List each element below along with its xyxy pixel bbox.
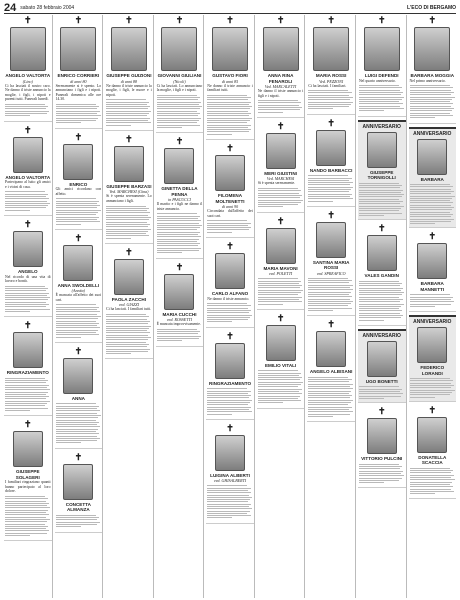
death-notice <box>55 452 103 533</box>
portrait-photo <box>316 331 346 367</box>
cross-icon: ✝ <box>226 241 234 251</box>
portrait-photo <box>164 148 194 184</box>
notice-body-lines <box>359 85 405 111</box>
newspaper-name: L'ECO DI BERGAMO <box>407 4 456 11</box>
cross-icon: ✝ <box>327 209 335 220</box>
notice-body-lines <box>410 85 456 118</box>
deceased-name: GIUSEPPE SOLAGERI <box>15 469 40 480</box>
cross-icon: ✝ <box>226 143 234 154</box>
deceased-name: GUSTAVO FIORI <box>212 73 248 78</box>
anniversary-heading: ANNIVERSARIO <box>362 332 401 339</box>
death-notice <box>4 419 52 541</box>
notice-body-lines <box>258 370 304 403</box>
deceased-name: GINETTA DELLA PENNA <box>161 186 198 197</box>
cross-icon: ✝ <box>74 232 83 243</box>
portrait-photo <box>13 231 43 267</box>
notice-text: È mancata improvvisamente. <box>156 322 201 327</box>
notice-body-lines <box>308 175 354 201</box>
notice-text: Gli amici ricordano con affetto. <box>55 187 102 196</box>
notice-text: Nel primo anniversario. <box>409 78 446 83</box>
notice-text: Ne danno il triste annuncio la moglie, i figli, le nuore e i nipoti. <box>106 83 152 97</box>
deceased-subtitle: di anni 88 <box>120 78 138 84</box>
deceased-name: UGO BONETTI <box>365 378 398 384</box>
notice-body-lines <box>56 198 102 224</box>
deceased-subtitle: ved. GIAZZI <box>118 302 139 308</box>
notice-body-lines <box>157 329 203 341</box>
deceased-subtitle: (Lino) <box>22 78 33 84</box>
cross-icon: ✝ <box>377 15 386 25</box>
notice-body-lines <box>308 377 354 417</box>
portrait-photo <box>266 228 296 264</box>
death-notice <box>307 210 355 316</box>
notice-text: Il marito e i figli ne danno il triste annuncio. <box>156 202 203 211</box>
cross-icon: ✝ <box>74 345 83 356</box>
deceased-name: PAOLA ZACCHI <box>111 296 146 302</box>
cross-icon: ✝ <box>24 219 32 230</box>
notice-body-lines <box>410 468 456 494</box>
notice-body-lines <box>258 188 304 207</box>
cross-icon: ✝ <box>428 231 437 242</box>
notice-body-lines <box>207 220 253 232</box>
deceased-name: SANTINA MARIA ROSSI <box>312 259 350 271</box>
portrait-photo <box>212 27 248 71</box>
death-notice <box>156 15 204 133</box>
deceased-subtitle: Ved. PEZZONI <box>319 78 344 84</box>
death-notice <box>55 15 103 129</box>
portrait-photo <box>215 253 245 289</box>
deceased-name: LUIGI DEFENDI <box>364 73 399 78</box>
page-date: sabato 28 febbraio 2004 <box>20 4 75 11</box>
cross-icon: ✝ <box>276 15 285 25</box>
cross-icon: ✝ <box>327 319 335 330</box>
deceased-name: MARIA CUCCHI <box>162 311 197 317</box>
notice-body-lines <box>207 303 253 322</box>
portrait-photo <box>164 274 194 310</box>
notice-body-lines <box>258 100 304 112</box>
deceased-subtitle: ved. POLETTI <box>268 271 293 277</box>
portrait-photo <box>313 27 349 71</box>
portrait-photo <box>414 27 450 71</box>
cross-icon: ✝ <box>125 246 133 257</box>
death-notice <box>358 15 406 117</box>
deceased-name: BARBARA MOGGIA <box>410 73 455 78</box>
deceased-subtitle: di anni 85 <box>221 78 239 84</box>
portrait-photo <box>417 243 447 279</box>
portrait-photo <box>215 435 245 471</box>
notice-body-lines <box>56 403 102 443</box>
notice-body-lines <box>106 206 152 239</box>
death-notice <box>206 331 254 420</box>
notice-text: Ne danno il triste annuncio i figli e i nipoti. <box>257 89 304 98</box>
deceased-name: GIOVANNI GIULIANI <box>157 73 202 78</box>
cross-icon: ✝ <box>428 15 437 25</box>
notice-body-lines <box>157 95 203 128</box>
death-notice <box>409 315 457 402</box>
notice-body-lines <box>359 183 405 216</box>
notice-text: Ne danno il triste annuncio. <box>207 296 250 301</box>
deceased-name: MARIA MAVONI <box>263 265 298 271</box>
notice-body-lines <box>359 386 405 398</box>
deceased-subtitle: Ved. MARCHESI (Gina) <box>109 189 149 195</box>
notice-column <box>257 15 306 598</box>
deceased-name: MARIA ROSSI <box>315 73 347 78</box>
notice-body-lines <box>207 95 253 135</box>
cross-icon: ✝ <box>276 120 285 131</box>
portrait-photo <box>364 27 400 71</box>
cross-icon: ✝ <box>24 419 32 430</box>
deceased-name: ANGELO VALTORTA <box>5 174 51 180</box>
deceased-name: GIUSEPPE TORNIGOLLI <box>367 169 396 181</box>
cross-icon: ✝ <box>276 215 285 226</box>
cross-icon: ✝ <box>24 320 32 331</box>
notice-body-lines <box>207 388 253 414</box>
deceased-name: CARLO ALFANO <box>211 291 249 296</box>
deceased-subtitle: (Annita) <box>71 288 86 294</box>
notice-body-lines <box>56 104 102 123</box>
notice-body-lines <box>106 99 152 125</box>
notice-text: Partecipano al lutto gli amici e i vicini di casa. <box>5 180 51 189</box>
anniversary-heading: ANNIVERSARIO <box>413 319 452 326</box>
deceased-subtitle: di anni 90 <box>221 204 239 210</box>
anniversary-heading: ANNIVERSARIO <box>413 130 452 137</box>
notice-column <box>4 15 53 598</box>
deceased-subtitle: ved. GHISALBERTI <box>213 478 247 484</box>
deceased-name: BARBARA MANNETTI <box>420 281 445 292</box>
portrait-photo <box>316 130 346 166</box>
notice-text: Ne danno il triste annuncio i familiari tutti. <box>207 83 253 93</box>
death-notice <box>4 219 52 317</box>
deceased-name: RINGRAZIAMENTO <box>6 370 49 376</box>
deceased-name: CONCETTA ALMANZA <box>65 501 91 513</box>
notice-column <box>206 15 255 598</box>
portrait-photo <box>417 417 447 453</box>
notice-text: Circondata dall'affetto dei suoi cari. <box>207 209 253 218</box>
deceased-name: VITTORIO PULCINI <box>361 456 403 462</box>
cross-icon: ✝ <box>74 451 83 462</box>
notice-column <box>358 15 407 598</box>
portrait-photo <box>10 27 46 71</box>
death-notice <box>358 223 406 326</box>
portrait-photo <box>114 259 144 295</box>
notice-body-lines <box>410 294 456 306</box>
notice-body-lines <box>106 314 152 354</box>
notice-body-lines <box>5 496 51 536</box>
portrait-photo <box>63 464 93 500</box>
portrait-photo <box>161 27 197 71</box>
death-notice <box>257 121 305 213</box>
death-notice <box>257 216 305 310</box>
notice-body-lines <box>359 464 405 483</box>
notice-columns <box>4 15 456 598</box>
notice-body-lines <box>5 104 51 116</box>
notice-text: Si è spenta serenamente. <box>257 181 296 186</box>
death-notice <box>206 15 254 140</box>
death-notice <box>105 247 153 359</box>
death-notice <box>307 15 355 115</box>
death-notice <box>257 15 305 118</box>
portrait-photo <box>367 132 397 168</box>
deceased-name: ANGELO <box>17 269 38 275</box>
notice-body-lines <box>207 485 253 518</box>
portrait-photo <box>266 133 296 169</box>
death-notice <box>307 319 355 422</box>
notice-column <box>105 15 154 598</box>
deceased-name: FEDERICO LORANDI <box>420 365 445 376</box>
portrait-photo <box>215 155 245 191</box>
deceased-name: ENRICO CORRIERI <box>57 73 100 78</box>
deceased-name: VALES GANDIN <box>364 273 399 279</box>
deceased-name: EMILIO VITALI <box>264 362 297 368</box>
death-notice <box>4 125 52 216</box>
death-notice <box>409 127 457 229</box>
notice-text: Ci ha lasciati. I familiari tutti. <box>106 307 152 312</box>
cross-icon: ✝ <box>175 15 184 25</box>
notice-body-lines <box>258 278 304 304</box>
deceased-name: MERI GIUSTINI <box>264 170 297 176</box>
notice-text: I familiari ringraziano quanti hanno partecipato al loro dolore. <box>5 480 51 494</box>
notice-body-lines <box>157 213 203 253</box>
deceased-subtitle: Ved. MARCHESI <box>266 176 295 182</box>
cross-icon: ✝ <box>175 261 184 272</box>
portrait-photo <box>63 144 93 180</box>
portrait-photo <box>266 325 296 361</box>
notice-body-lines <box>5 378 51 411</box>
cross-icon: ✝ <box>377 406 386 417</box>
deceased-name: ANNA <box>71 395 85 401</box>
deceased-subtitle: in PASCUCCI <box>168 197 191 203</box>
death-notice <box>55 132 103 230</box>
deceased-name: GIUSEPPE GUIZIONI <box>106 73 152 78</box>
death-notice <box>358 120 406 220</box>
notice-body-lines <box>410 184 456 224</box>
portrait-photo <box>111 27 147 71</box>
portrait-photo <box>316 222 346 258</box>
death-notice <box>156 262 204 347</box>
deceased-subtitle: ved. SPREAFICO <box>316 270 346 276</box>
cross-icon: ✝ <box>175 136 184 147</box>
notice-text: Ci ha lasciati. Lo annunciano la moglie, i figli e i nipoti. <box>156 83 203 93</box>
death-notice <box>307 118 355 207</box>
portrait-photo <box>60 27 96 71</box>
cross-icon: ✝ <box>327 15 335 25</box>
deceased-name: LUIGINA ALBERTI <box>210 472 250 478</box>
deceased-subtitle: di anni 80 <box>70 78 87 84</box>
portrait-photo <box>13 431 43 467</box>
cross-icon: ✝ <box>74 131 83 142</box>
portrait-photo <box>417 327 447 363</box>
death-notice <box>156 136 204 259</box>
deceased-subtitle: ved. ROSSETTI <box>166 317 193 323</box>
notice-column <box>307 15 356 598</box>
death-notice <box>257 313 305 409</box>
notice-column <box>409 15 457 598</box>
portrait-photo <box>63 358 93 394</box>
death-notice <box>105 15 153 131</box>
cross-icon: ✝ <box>24 124 32 135</box>
cross-icon: ✝ <box>276 312 285 323</box>
portrait-photo <box>367 418 397 454</box>
cross-icon: ✝ <box>226 15 234 25</box>
cross-icon: ✝ <box>377 223 386 234</box>
portrait-photo <box>13 332 43 368</box>
notice-text: È mancata all'affetto dei suoi cari. <box>55 293 102 302</box>
cross-icon: ✝ <box>125 133 133 144</box>
cross-icon: ✝ <box>327 117 335 128</box>
notice-text: Serenamente si è spento. Lo annunciano i figli e i nipoti. Funerali domenica alle ore 14.30. <box>55 83 102 102</box>
cross-icon: ✝ <box>125 15 133 25</box>
deceased-name: NANDO BARBACCI <box>309 167 353 173</box>
notice-body-lines <box>308 278 354 311</box>
deceased-name: ANNA SWOLDELLI <box>57 282 100 288</box>
death-notice <box>55 346 103 449</box>
deceased-name: FILOMENA MOLTENETTI <box>215 193 245 204</box>
page-number: 24 <box>4 1 17 14</box>
death-notice <box>358 329 406 403</box>
deceased-name: ANNA RINA FENAROLI <box>267 73 294 84</box>
cross-icon: ✝ <box>74 15 83 25</box>
deceased-name: RINGRAZIAMENTO <box>209 380 252 386</box>
portrait-photo <box>114 146 144 182</box>
deceased-subtitle: (Nicoli) <box>173 78 186 84</box>
notice-body-lines <box>56 304 102 337</box>
cross-icon: ✝ <box>24 15 32 25</box>
deceased-name: ANGELO ALBISANI <box>309 369 353 375</box>
deceased-name: ENRICO <box>69 181 88 187</box>
death-notice <box>358 406 406 488</box>
deceased-name: DONATELLA SCACCIA <box>418 454 447 466</box>
deceased-name: BARBARA <box>420 176 444 182</box>
death-notice <box>409 15 457 124</box>
death-notice <box>206 241 254 328</box>
portrait-photo <box>13 137 43 173</box>
notice-body-lines <box>410 378 456 397</box>
notice-text: Si è spenta serenamente. Lo annunciano i figli. <box>106 194 152 203</box>
portrait-photo <box>367 341 397 377</box>
deceased-subtitle: Ved. MARCALETTI <box>264 84 297 89</box>
death-notice <box>409 231 457 312</box>
portrait-photo <box>417 139 447 175</box>
page-header <box>4 2 456 14</box>
notice-text: Nel ricordo di una vita di lavoro e bontà. <box>5 274 51 284</box>
notice-body-lines <box>5 191 51 210</box>
portrait-photo <box>215 343 245 379</box>
cross-icon: ✝ <box>428 404 437 415</box>
anniversary-heading: ANNIVERSARIO <box>362 123 401 130</box>
death-notice <box>105 134 153 244</box>
portrait-photo <box>263 27 299 71</box>
notice-body-lines <box>308 90 354 109</box>
notice-text: Ci ha lasciati il nostro caro. Ne danno il triste annuncio la moglie, i figli, i nipoti e parenti tutti. Funerali lunedì. <box>5 83 51 102</box>
portrait-photo <box>63 245 93 281</box>
death-notice <box>4 15 52 122</box>
death-notice <box>206 143 254 238</box>
death-notice <box>55 233 103 343</box>
death-notice <box>4 320 52 416</box>
cross-icon: ✝ <box>226 330 234 341</box>
notice-text: Ci ha lasciati. I familiari. <box>308 83 347 88</box>
cross-icon: ✝ <box>226 422 234 433</box>
death-notice <box>409 405 457 500</box>
deceased-name: ANGELO VALTORTA <box>5 73 51 78</box>
notice-body-lines <box>5 286 51 312</box>
notice-text: Nel quarto anniversario. <box>358 78 396 83</box>
notice-body-lines <box>56 515 102 527</box>
portrait-photo <box>367 235 397 271</box>
notice-column <box>55 15 104 598</box>
deceased-name: GIUSEPPE BARZASI <box>106 183 152 189</box>
death-notice <box>206 423 254 524</box>
notice-column <box>156 15 205 598</box>
notice-body-lines <box>359 281 405 321</box>
